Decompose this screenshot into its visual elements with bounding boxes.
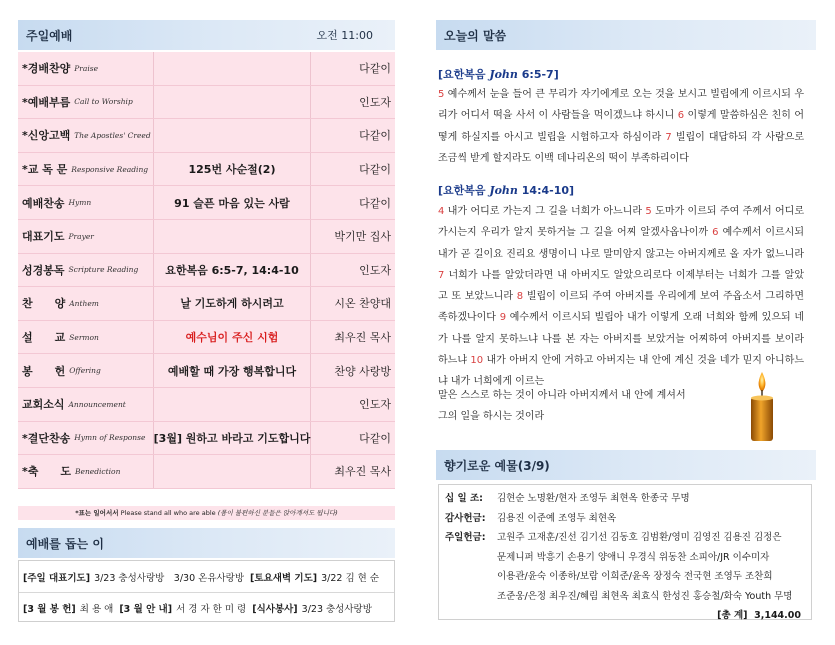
service-item-detail: 125번 사순절(2) xyxy=(154,153,311,186)
service-item-korean: 교회소식 xyxy=(22,398,65,412)
service-item-name xyxy=(18,287,154,320)
service-item-name xyxy=(18,186,154,219)
service-item xyxy=(18,52,395,86)
offering-label-spacer xyxy=(445,567,497,587)
service-item xyxy=(18,321,395,355)
service-item-detail xyxy=(154,388,311,421)
service-item-detail xyxy=(154,455,311,488)
helpers-table xyxy=(18,560,395,622)
service-item-name xyxy=(18,119,154,152)
service-item xyxy=(18,354,395,388)
service-item-detail: 예배할 때 가장 행복합니다 xyxy=(154,354,311,387)
offering-row-sunday-cont xyxy=(445,587,805,607)
service-item-leader: 인도자 xyxy=(359,263,391,277)
worship-time: 오전 11:00 xyxy=(316,29,373,42)
helper-label: [3 월 안 내] xyxy=(119,604,173,615)
offering-row-sunday-cont xyxy=(445,548,805,568)
service-item-leader: 다같이 xyxy=(359,129,391,143)
verse-number: 6 xyxy=(677,110,685,122)
standing-note-bold: *표는 일어서서 xyxy=(75,509,119,517)
service-item-detail xyxy=(154,86,311,119)
service-item-english: Praise xyxy=(74,63,99,73)
helper-label: [3 월 봉 헌] xyxy=(23,604,76,615)
scripture-reference-2 xyxy=(438,182,574,198)
standing-note-korean: (몸이 불편하신 분들은 앉아계셔도 됩니다) xyxy=(217,509,338,517)
service-item-leader: 인도자 xyxy=(359,95,391,109)
verse-number: 5 xyxy=(645,206,652,217)
service-item-leader: 다같이 xyxy=(359,163,391,177)
offering-total-value: 3,144.00 xyxy=(754,610,801,621)
service-item-name xyxy=(18,220,154,253)
service-item-korean: 찬 양 xyxy=(22,297,66,311)
offering-label: 주일헌금: xyxy=(445,532,486,543)
verse-number: 8 xyxy=(516,291,524,303)
service-item-name xyxy=(18,321,154,354)
service-item-detail: 날 기도하게 하시려고 xyxy=(154,287,311,320)
service-item-leader: 다같이 xyxy=(359,196,391,210)
verse-number: 6 xyxy=(712,227,719,239)
service-item-english: Prayer xyxy=(68,231,94,241)
verse-number: 10 xyxy=(470,355,484,367)
service-item-name xyxy=(18,422,154,455)
service-item-korean: 성경봉독 xyxy=(22,263,65,277)
ref-chapter: 14:4-10] xyxy=(521,184,575,197)
service-item-leader: 최우진 목사 xyxy=(334,465,391,479)
offering-row-thanks xyxy=(445,509,805,529)
service-item-english: Scripture Reading xyxy=(68,265,139,275)
offering-header xyxy=(436,450,816,480)
service-item-detail: 요한복음 6:5-7, 14:4-10 xyxy=(154,254,311,287)
service-item-english: Call to Worship xyxy=(74,97,133,107)
verse-number: 9 xyxy=(499,312,507,324)
service-item-name xyxy=(18,52,154,85)
service-item-detail xyxy=(154,52,311,85)
service-item-detail: 91 슬픈 마음 있는 사람 xyxy=(154,186,311,219)
scripture-passage-1 xyxy=(438,84,804,169)
service-item-english: Hymn of Response xyxy=(74,433,146,443)
scripture-tail-line-1: 말은 스스로 하는 것이 아니라 아버지께서 내 안에 계셔서 xyxy=(438,390,686,401)
service-item-korean: 설 교 xyxy=(22,331,66,345)
helpers-header xyxy=(18,528,395,558)
service-item xyxy=(18,254,395,288)
helper-value: 최 용 애 xyxy=(79,604,114,615)
offering-names: 고원주 고재훈/진선 김기선 김동호 김범환/영미 김영진 김용진 김정은 xyxy=(497,532,782,543)
service-item-english: Hymn xyxy=(68,198,92,208)
helper-label: [토요새벽 기도] xyxy=(250,572,318,584)
order-of-service xyxy=(18,52,395,489)
scripture-reference-1 xyxy=(438,66,559,82)
offering-names: 김현순 노명환/현자 조영두 최현옥 한종국 무명 xyxy=(497,493,690,504)
scripture-tail-line-2: 그의 일을 하시는 것이라 xyxy=(438,411,545,423)
service-item-name xyxy=(18,86,154,119)
service-item-english: Offering xyxy=(69,366,101,376)
verse-number: 7 xyxy=(438,269,445,281)
standing-note xyxy=(18,506,395,520)
offering-list xyxy=(438,484,812,620)
service-item-korean: *교 독 문 xyxy=(22,163,68,177)
service-item xyxy=(18,287,395,321)
offering-total-label: [총 계] xyxy=(717,610,748,621)
worship-title: 주일예배 xyxy=(26,28,73,43)
helper-value: 3/22 김 현 순 xyxy=(321,572,380,584)
service-item-korean: 대표기도 xyxy=(22,230,65,244)
helper-label: [주일 대표기도] xyxy=(23,572,91,584)
word-title: 오늘의 말씀 xyxy=(444,28,507,43)
service-item-detail xyxy=(154,119,311,152)
service-item-english: The Apostles' Creed xyxy=(74,130,151,140)
service-item-korean: *경배찬양 xyxy=(22,62,71,76)
scripture-tail xyxy=(438,385,738,428)
offering-names: 이용관/윤숙 이종하/보람 이희준/윤옥 장정숙 전국현 조영두 조찬희 xyxy=(497,571,773,582)
verse-text: 빌립이 대답하되 각 사람으로 조금씩 받게 할지라도 이백 데나리온의 떡이 부족하리이다 xyxy=(438,131,805,164)
helper-value: 서 경 자 한 미 령 xyxy=(176,604,247,615)
offering-names: 조준웅/은정 최우진/혜림 최현옥 최효식 한성진 홍승철/화숙 Youth 무명 xyxy=(497,590,793,602)
ref-book: [요한복음 xyxy=(438,68,486,81)
service-item-english: Responsive Reading xyxy=(71,164,149,174)
scripture-passage-2 xyxy=(438,201,804,393)
word-header xyxy=(436,20,816,50)
verse-number: 4 xyxy=(438,206,445,217)
ref-book: [요한복음 xyxy=(438,184,486,197)
service-item-detail xyxy=(154,220,311,253)
verse-text: 예수께서 이르시되 빌립아 내가 이렇게 오래 너희와 함께 있으되 네가 나를 알지 못하느냐 나를 본 자는 아버지를 보았거늘 어찌하여 아버지를 보이라 하느냐 xyxy=(438,312,805,367)
service-item-english: Benediction xyxy=(75,466,121,476)
ref-chapter: 6:5-7] xyxy=(521,68,559,81)
service-item xyxy=(18,153,395,187)
worship-header xyxy=(18,20,395,50)
service-item-korean: *신앙고백 xyxy=(22,129,71,143)
verse-text: 내가 아버지 안에 거하고 아버지는 내 안에 계신 것을 네가 믿지 아니하느냐 내가 너희에게 이르는 xyxy=(438,355,804,388)
offering-names: 김용진 이준예 조영두 최현옥 xyxy=(497,512,617,524)
service-item-korean: *결단찬송 xyxy=(22,431,71,445)
verse-number: 7 xyxy=(665,131,672,143)
verse-text: 예수께서 이르시되 내가 곧 길이요 진리요 생명이니 나로 말미암지 않고는 아버지께로 올 자가 없느니라 xyxy=(438,227,804,260)
service-item-name xyxy=(18,354,154,387)
service-item xyxy=(18,455,395,489)
verse-number: 5 xyxy=(438,89,445,100)
verse-text: 이렇게 말씀하심은 친히 어떻게 하실지를 아시고 빌립을 시험하고자 하심이라 xyxy=(438,110,804,143)
service-item-leader: 다같이 xyxy=(359,431,391,445)
offering-label-spacer xyxy=(445,587,497,607)
service-item xyxy=(18,388,395,422)
offering-total xyxy=(445,606,805,626)
offering-label-spacer xyxy=(445,548,497,568)
service-item-english: Announcement xyxy=(68,399,126,409)
offering-row-sunday-cont xyxy=(445,567,805,587)
service-item-leader: 인도자 xyxy=(359,398,391,412)
offering-row-sunday xyxy=(445,528,805,548)
verse-text: 도마가 이르되 주여 주께서 어디로 가시는지 우리가 알지 못하거늘 그 길을 어찌 알겠사옵나이까 xyxy=(438,206,804,239)
standing-note-english: Please stand all who are able xyxy=(120,509,216,517)
candle-icon xyxy=(745,370,779,442)
service-item xyxy=(18,220,395,254)
offering-row-tithe xyxy=(445,489,805,509)
helper-value: 3/23 충성사랑방 3/30 온유사랑방 xyxy=(94,572,245,584)
service-item xyxy=(18,186,395,220)
offering-names: 문제니퍼 박흥기 손용기 양애니 우경식 위동찬 소피아/JR 이수미자 xyxy=(497,551,770,563)
service-item-detail: [3월] 원하고 바라고 기도합니다 xyxy=(154,422,311,455)
offering-label: 감사헌금: xyxy=(445,512,486,524)
service-item-name xyxy=(18,388,154,421)
service-item-korean: 봉 헌 xyxy=(22,364,66,378)
offering-label: 십 일 조: xyxy=(445,493,483,504)
offering-title: 향기로운 예물(3/9) xyxy=(444,458,550,473)
verse-text: 내가 어디로 가는지 그 길을 너희가 아느니라 xyxy=(444,206,646,217)
service-item xyxy=(18,119,395,153)
helper-value: 3/23 충성사랑방 xyxy=(301,604,372,615)
service-item-leader: 시온 찬양대 xyxy=(334,297,391,311)
service-item-leader: 최우진 목사 xyxy=(334,331,391,345)
ref-english: John xyxy=(489,68,518,81)
service-item xyxy=(18,86,395,120)
verse-text: 너희가 나를 알았더라면 내 아버지도 알았으리로다 이제부터는 너희가 그를 알았고 또 보았느니라 xyxy=(438,269,804,303)
service-item-leader: 찬양 사랑방 xyxy=(334,364,391,378)
service-item-english: Anthem xyxy=(69,298,99,308)
verse-text: 빌립이 이르되 주여 아버지를 우리에게 보여 주옵소서 그리하면 족하겠나이다 xyxy=(438,291,805,324)
service-item-korean: 예배찬송 xyxy=(22,196,65,210)
helpers-line-1 xyxy=(19,561,394,592)
service-item-leader: 다같이 xyxy=(359,62,391,76)
helpers-line-2 xyxy=(19,592,394,623)
service-item-leader: 박기만 집사 xyxy=(334,230,391,244)
service-item-name xyxy=(18,455,154,488)
service-item-english: Sermon xyxy=(69,332,99,342)
verse-text: 예수께서 눈을 들어 큰 무리가 자기에게로 오는 것을 보시고 빌립에게 이르시되 우리가 어디서 떡을 사서 이 사람들을 먹이겠느냐 하시니 xyxy=(438,89,804,122)
service-item xyxy=(18,422,395,456)
service-item-name xyxy=(18,254,154,287)
service-item-name xyxy=(18,153,154,186)
service-item-korean: *축 도 xyxy=(22,465,72,479)
service-item-detail: 예수님이 주신 시험 xyxy=(154,321,311,354)
service-item-korean: *예배부름 xyxy=(22,95,71,109)
helpers-title: 예배를 돕는 이 xyxy=(26,536,104,551)
helper-label: [식사봉사] xyxy=(252,604,298,615)
ref-english: John xyxy=(489,184,518,197)
